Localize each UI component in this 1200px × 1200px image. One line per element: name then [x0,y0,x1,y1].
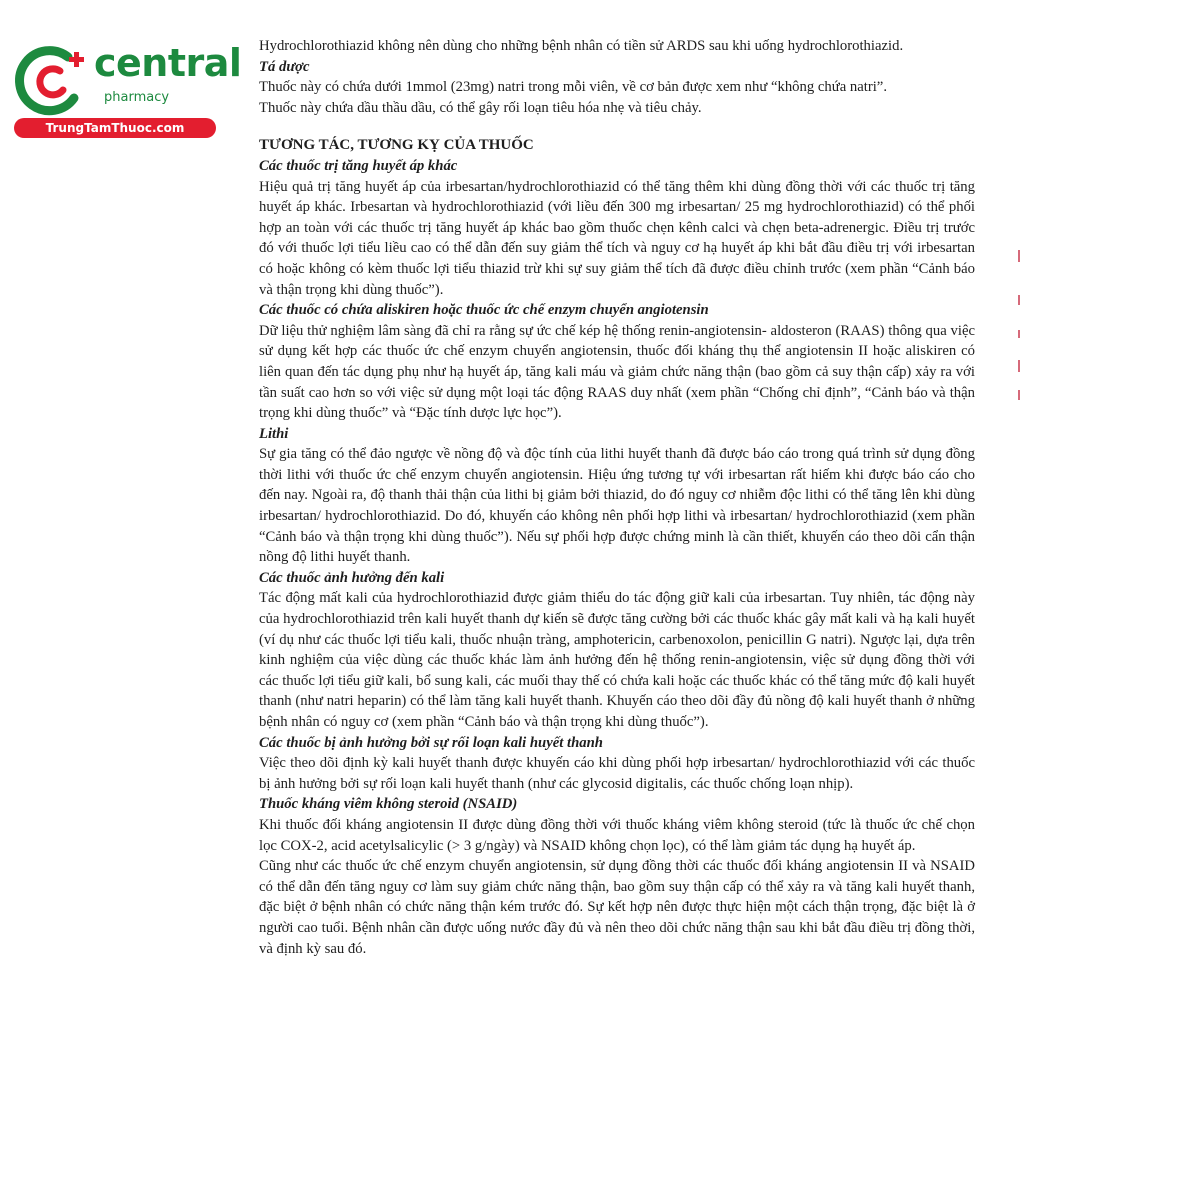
brand-logo [8,36,242,136]
paragraph: Thuốc này có chứa dưới 1mmol (23mg) natri trong mỗi viên, về cơ bản được xem như “không chứa natri”. [259,79,887,96]
subheading: Các thuốc có chứa aliskiren hoặc thuốc ức chế enzym chuyển angiotensin [259,302,709,319]
paragraph: Sự gia tăng có thể đảo ngược về nồng độ và độc tính của lithi huyết thanh đã được báo cáo trong quá trình sử dụng đồng thời lithi với thuốc ức chế enzym chuyển angiotensin. Hiệu ứng tương tự với irbesartan rất hiếm khi được báo cáo cho đến nay. Ngoài ra, độ thanh thải thận của lithi bị giảm bởi thiazid, do đó nguy cơ nhiễm độc lithi có thể tăng lên khi dùng irbesartan/ hydrochlorothiazid. Do đó, khuyến cáo không nên phối hợp lithi và irbesartan/ hydrochlorothiazid (xem phần “Cảnh báo và thận trọng khi dùng thuốc”). Nếu sự phối hợp được chứng minh là cần thiết, khuyến cáo theo dõi cẩn thận nồng độ lithi huyết thanh. [259,446,975,566]
brand-website-badge: TrungTamThuoc.com [14,118,216,138]
subheading: Tá dược [259,58,310,75]
subheading: Các thuốc trị tăng huyết áp khác [259,157,458,174]
subheading: Thuốc kháng viêm không steroid (NSAID) [259,796,518,813]
paragraph: Hydrochlorothiazid không nên dùng cho những bệnh nhân có tiền sử ARDS sau khi uống hydrochlorothiazid. [259,38,904,54]
subheading: Các thuốc ảnh hưởng đến kali [259,569,445,586]
central-pharmacy-c-icon [12,40,92,120]
section-title: TƯƠNG TÁC, TƯƠNG KỴ CỦA THUỐC [259,137,534,154]
paragraph: Việc theo dõi định kỳ kali huyết thanh được khuyến cáo khi dùng phối hợp irbesartan/ hydrochlorothiazid với các thuốc bị ảnh hưởng bởi sự rối loạn kali huyết thanh (như các glycosid digitalis, các thuốc chống loạn nhịp). [259,755,975,792]
brand-name: central [94,41,242,85]
paragraph: Khi thuốc đối kháng angiotensin II được dùng đồng thời với thuốc kháng viêm không steroid (tức là thuốc ức chế chọn lọc COX-2, acid acetylsalicylic (> 3 g/ngày) và NSAID không chọn lọc), có thể làm giảm tác dụng hạ huyết áp. [259,816,975,854]
paragraph: Cũng như các thuốc ức chế enzym chuyển angiotensin, sử dụng đồng thời các thuốc đối kháng angiotensin II và NSAID có thể dẫn đến tăng nguy cơ làm suy giảm chức năng thận, bao gồm suy thận cấp có thể xảy ra và tăng kali huyết thanh, đặc biệt ở bệnh nhân có chức năng thận kém trước đó. Sự kết hợp nên được thực hiện một cách thận trọng, đặc biệt là ở người cao tuổi. Bệnh nhân cần được uống nước đầy đủ và nên theo dõi chức năng thận sau khi bắt đầu điều trị đồng thời, và định kỳ sau đó. [259,858,975,957]
paragraph: Hiệu quả trị tăng huyết áp của irbesartan/hydrochlorothiazid có thể tăng thêm khi dùng đồng thời với các thuốc trị tăng huyết áp khác. Irbesartan và hydrochlorothiazid (với liều đến 300 mg irbesartan/ 25 mg hydrochlorothiazid) có thể phối hợp an toàn với các thuốc trị tăng huyết áp khác bao gồm thuốc chẹn kênh calci và chẹn beta-adrenergic. Điều trị trước đó với thuốc lợi tiểu liều cao có thể dẫn đến suy giảm thể tích và nguy cơ hạ huyết áp khi bắt đầu điều trị với irbesartan có hoặc không có kèm thuốc lợi tiểu thiazid trừ khi sự suy giảm thể tích đã được điều chỉnh trước (xem phần “Cảnh báo và thận trọng khi dùng thuốc”). [259,178,975,298]
brand-subtitle: pharmacy [104,90,170,105]
subheading: Các thuốc bị ảnh hưởng bởi sự rối loạn kali huyết thanh [259,734,603,751]
paragraph: Tác động mất kali của hydrochlorothiazid được giảm thiểu do tác động giữ kali của irbesartan. Tuy nhiên, tác động này của hydrochlorothiazid trên kali huyết thanh dự kiến sẽ được tăng cường bởi các thuốc khác gây mất kali và hạ kali huyết (ví dụ như các thuốc lợi tiểu kali, thuốc nhuận tràng, amphotericin, carbenoxolon, penicillin G natri). Ngược lại, dựa trên kinh nghiệm của việc dùng các thuốc khác làm ảnh hưởng đến hệ thống renin-angiotensin, việc sử dụng đồng thời với các thuốc lợi tiểu giữ kali, bổ sung kali, các muối thay thế có chứa kali hoặc các thuốc khác có thể tăng mức độ kali huyết thanh (như natri heparin) có thể làm tăng kali huyết thanh. Khuyến cáo theo dõi đầy đủ nồng độ kali huyết thanh ở những bệnh nhân có nguy cơ (xem phần “Cảnh báo và thận trọng khi dùng thuốc”). [259,590,976,730]
margin-marks [1015,250,1023,410]
subheading: Lithi [259,425,289,442]
paragraph: Thuốc này chứa dầu thầu dầu, có thể gây rối loạn tiêu hóa nhẹ và tiêu chảy. [259,99,702,116]
document-body [259,36,975,959]
paragraph: Dữ liệu thử nghiệm lâm sàng đã chỉ ra rằng sự ức chế kép hệ thống renin-angiotensin- aldosteron (RAAS) thông qua việc sử dụng kết hợp các thuốc ức chế enzym chuyển angiotensin, thuốc đối kháng thụ thể angiotensin II hoặc aliskiren có liên quan đến tác dụng phụ như hạ huyết áp, tăng kali máu và giảm chức năng thận (bao gồm cả suy thận cấp) xảy ra với tần suất cao hơn so với việc sử dụng một loại tác động RAAS duy nhất (xem phần “Chống chỉ định”, “Cảnh báo và thận trọng khi dùng thuốc” và “Đặc tính dược lực học”). [259,322,975,422]
